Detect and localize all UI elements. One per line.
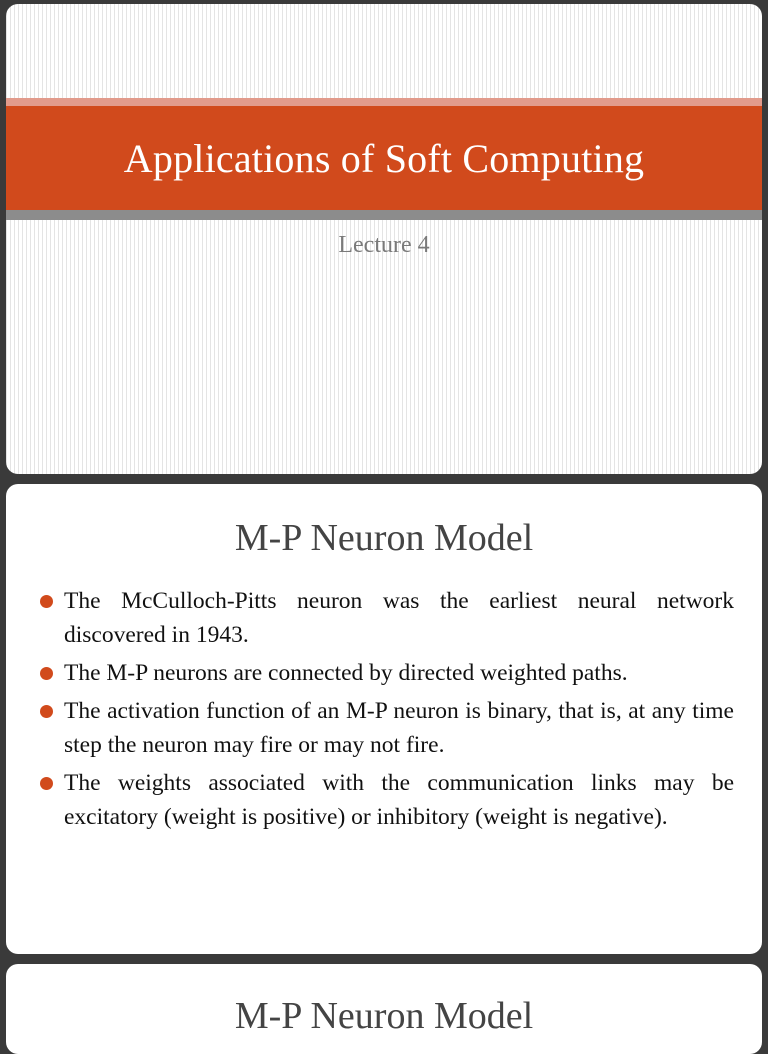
slide-heading: M-P Neuron Model [234, 995, 534, 1037]
bullet-item [34, 766, 734, 834]
bullet-dot-icon [40, 777, 53, 790]
title-band-shadow [6, 210, 762, 220]
bullet-item [34, 694, 734, 762]
bullet-item [34, 584, 734, 652]
bullet-dot-icon [40, 595, 53, 608]
slide-mp-neuron-model-continued [6, 964, 762, 1054]
title-band [6, 106, 762, 210]
bullet-list [34, 584, 734, 838]
presentation-title: Applications of Soft Computing [123, 135, 645, 181]
bullet-text: The weights associated with the communication links may be excitatory (weight is positive) or inhibitory (weight is negative). [64, 770, 734, 830]
slide-mp-neuron-model [6, 484, 762, 954]
slide-heading: M-P Neuron Model [234, 517, 534, 559]
bullet-text: The M-P neurons are connected by directed weighted paths. [64, 660, 628, 686]
bullet-text: The activation function of an M-P neuron is binary, that is, at any time step the neuron may fire or may not fire. [64, 698, 734, 758]
bullet-item [34, 656, 734, 690]
presentation-subtitle: Lecture 4 [338, 232, 430, 258]
bullet-dot-icon [40, 705, 53, 718]
bullet-dot-icon [40, 667, 53, 680]
slide-title [6, 4, 762, 474]
title-band-highlight [6, 98, 762, 106]
bullet-text: The McCulloch-Pitts neuron was the earliest neural network discovered in 1943. [64, 588, 734, 648]
